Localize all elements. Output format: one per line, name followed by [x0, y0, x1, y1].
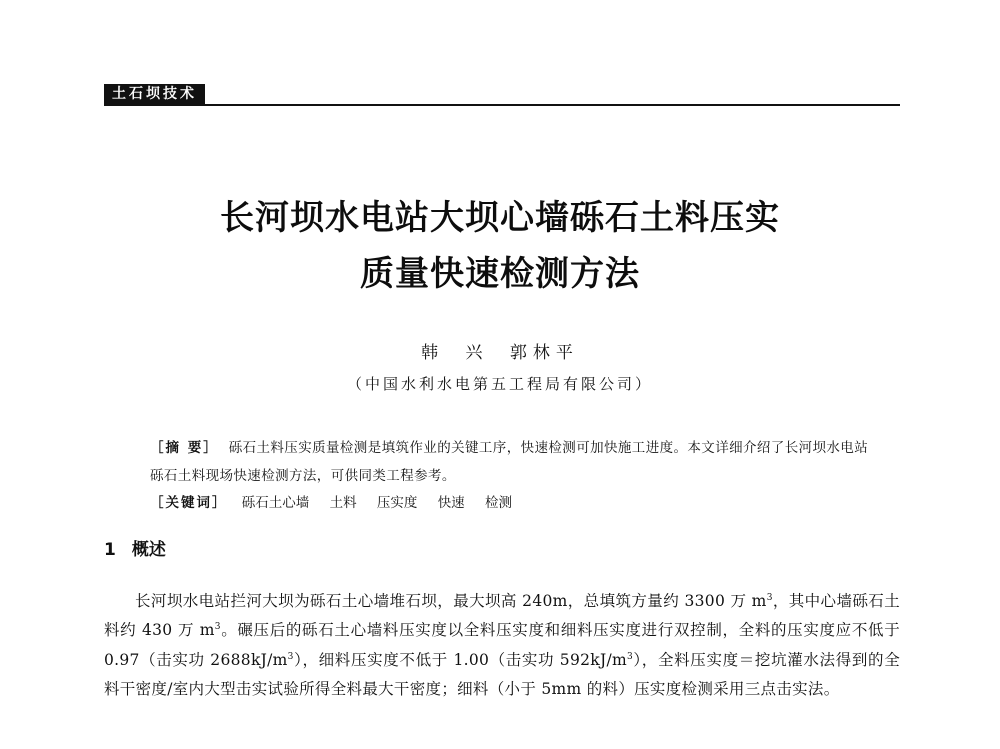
- section-heading: [104, 538, 166, 562]
- authors: 韩 兴 郭林平: [421, 343, 579, 363]
- superscript: 3: [214, 622, 221, 633]
- keyword: 快速: [437, 495, 465, 511]
- keyword: 土料: [329, 495, 357, 511]
- keyword: 压实度: [376, 495, 418, 511]
- abstract: [150, 434, 870, 490]
- superscript: 3: [627, 651, 634, 662]
- section-number: 1: [104, 540, 116, 560]
- article-title-line-1: 长河坝水电站大坝心墙砾石土料压实: [220, 198, 780, 238]
- keyword: 检测: [484, 495, 512, 511]
- section-header: [104, 84, 900, 108]
- superscript: 3: [287, 651, 294, 662]
- article-title-line-2: 质量快速检测方法: [360, 254, 640, 294]
- body-text-segment: 长河坝水电站拦河大坝为砾石土心墙堆石坝，最大坝高 240m，总填筑方量约 3300 万 m: [135, 592, 767, 610]
- affiliation: （中国水利水电第五工程局有限公司）: [346, 375, 653, 393]
- abstract-label: ［摘 要］: [150, 440, 219, 456]
- body-text-segment: ，其中心墙砾石土料约 430 万 m: [104, 592, 900, 640]
- keywords-label: ［关键词］: [150, 495, 228, 511]
- header-rule: [104, 104, 900, 106]
- keywords: [150, 492, 870, 514]
- superscript: 3: [766, 592, 773, 603]
- abstract-text: 砾石土料压实质量检测是填筑作业的关键工序，快速检测可加快施工进度。本文详细介绍了长河坝水电站砾石土料现场快速检测方法，可供同类工程参考。: [150, 440, 869, 484]
- body-text-segment: 。碾压后的砾石土心墙料压实度以全料压实度和细料压实度进行双控制，全料的压实度应不低于 0.97（击实功 2688kJ/m: [104, 621, 900, 669]
- section-title: 概述: [131, 540, 166, 560]
- section-tag: 土石坝技术: [104, 84, 205, 104]
- body-paragraph: [104, 587, 900, 704]
- keyword: 砾石土心墙: [241, 495, 310, 511]
- body-text-segment: ），细料压实度不低于 1.00（击实功 592kJ/m: [293, 650, 627, 669]
- body-text-segment: ），全料压实度＝挖坑灌水法得到的全料干密度/室内大型击实试验所得全料最大干密度；细料（小于 5mm 的料）压实度检测采用三点击实法。: [104, 650, 900, 698]
